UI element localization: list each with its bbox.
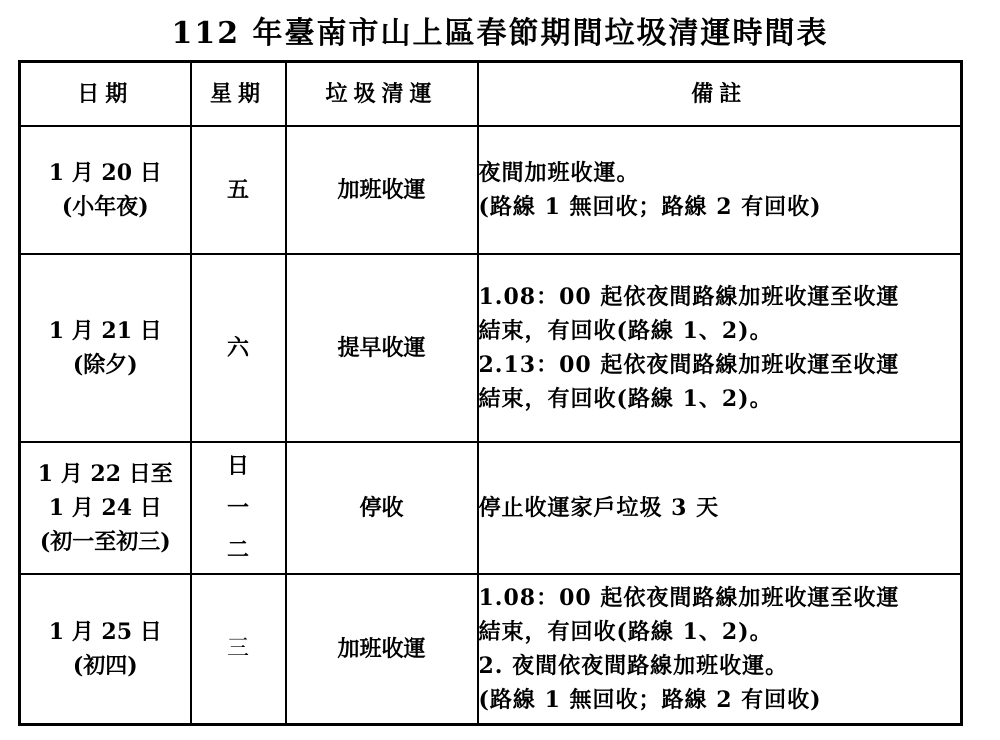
header-weekday: 星期 bbox=[191, 62, 286, 127]
date-line: 1 月 25 日 bbox=[48, 619, 162, 645]
weekday-cell bbox=[191, 126, 286, 254]
weekday-cell bbox=[191, 574, 286, 725]
table-header-row bbox=[20, 62, 962, 127]
weekday-text: 一 bbox=[226, 495, 249, 521]
collection-cell: 加班收運 bbox=[286, 126, 478, 254]
header-collection: 垃圾清運 bbox=[286, 62, 478, 127]
remarks-cell bbox=[478, 574, 962, 725]
table-row bbox=[20, 126, 962, 254]
weekday-text: 六 bbox=[226, 335, 249, 361]
header-remarks: 備註 bbox=[478, 62, 962, 127]
header-date: 日期 bbox=[20, 62, 191, 127]
table-row bbox=[20, 442, 962, 574]
weekday-cell bbox=[191, 254, 286, 442]
weekday-cell bbox=[191, 442, 286, 574]
date-cell bbox=[20, 126, 191, 254]
date-line: 1 月 20 日 bbox=[48, 160, 162, 186]
remarks-line: 結束，有回收(路線 1、2)。 bbox=[478, 386, 773, 412]
collection-cell: 加班收運 bbox=[286, 574, 478, 725]
date-cell bbox=[20, 442, 191, 574]
date-note: (除夕) bbox=[72, 352, 138, 378]
date-note: (小年夜) bbox=[61, 194, 149, 220]
remarks-line: 1.08：00 起依夜間路線加班收運至收運 bbox=[478, 585, 900, 611]
remarks-line: (路線 1 無回收；路線 2 有回收) bbox=[478, 687, 822, 713]
collection-cell: 提早收運 bbox=[286, 254, 478, 442]
page-title: 112 年臺南市山上區春節期間垃圾清運時間表 bbox=[171, 16, 829, 51]
remarks-line: 結束，有回收(路線 1、2)。 bbox=[478, 318, 773, 344]
weekday-text: 五 bbox=[226, 177, 249, 203]
weekday-text: 二 bbox=[226, 537, 249, 563]
remarks-line: 1.08：00 起依夜間路線加班收運至收運 bbox=[478, 284, 900, 310]
table-row bbox=[20, 254, 962, 442]
remarks-cell bbox=[478, 254, 962, 442]
remarks-line: 2. 夜間依夜間路線加班收運。 bbox=[478, 653, 789, 679]
weekday-text: 三 bbox=[226, 636, 249, 661]
remarks-line: 2.13：00 起依夜間路線加班收運至收運 bbox=[478, 352, 900, 378]
date-line: 1 月 21 日 bbox=[48, 318, 162, 344]
date-line: 1 月 22 日至 bbox=[37, 461, 173, 487]
remarks-cell bbox=[478, 442, 962, 574]
date-line: 1 月 24 日 bbox=[48, 495, 162, 521]
table-row bbox=[20, 574, 962, 725]
remarks-line: 夜間加班收運。 bbox=[478, 160, 640, 186]
date-note: (初一至初三) bbox=[39, 529, 171, 555]
weekday-text: 日 bbox=[226, 453, 249, 479]
date-cell bbox=[20, 254, 191, 442]
date-cell bbox=[20, 574, 191, 725]
remarks-line: 結束，有回收(路線 1、2)。 bbox=[478, 619, 773, 645]
schedule-table bbox=[18, 60, 963, 726]
date-note: (初四) bbox=[72, 653, 138, 679]
collection-cell: 停收 bbox=[286, 442, 478, 574]
remarks-line: (路線 1 無回收；路線 2 有回收) bbox=[478, 194, 822, 220]
remarks-cell bbox=[478, 126, 962, 254]
remarks-line: 停止收運家戶垃圾 3 天 bbox=[478, 495, 720, 521]
